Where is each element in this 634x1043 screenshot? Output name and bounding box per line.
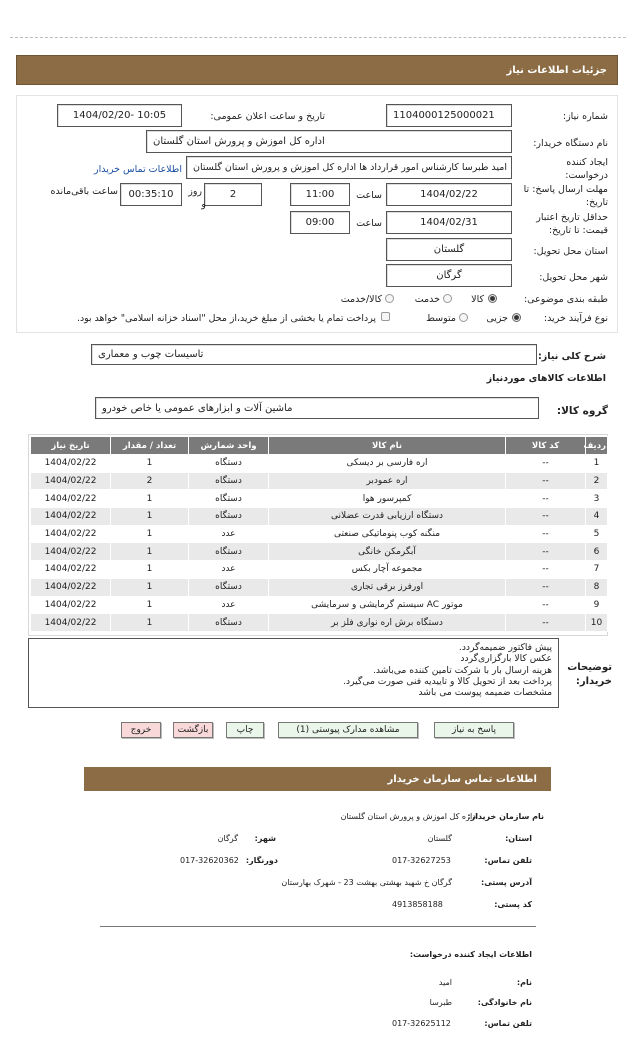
deadline-label-1: مهلت ارسال پاسخ: تا [523,184,608,195]
page-title: جزئیات اطلاعات نیاز [506,64,607,76]
creator-family-value: طبرسا [429,998,452,1007]
cell: موتور AC سیستم گرمایشی و سرمایشی [269,596,506,614]
cell: -- [506,472,586,490]
deadline-label-2: تاریخ: [585,197,608,208]
cell: منگنه کوب پنوماتیکی صنعتی [269,525,506,543]
note-line: مشخصات ضمیمه پیوست می باشد [418,687,552,699]
announce-field: 1404/02/20- 10:05 [57,104,182,127]
announce-label: تاریخ و ساعت اعلان عمومی: [210,111,325,122]
col-goods-code: کد کالا [506,437,586,455]
contact-city-label: شهر: [254,834,276,843]
validity-date-field: 1404/02/31 [386,211,512,234]
category-goods-label: کالا [471,294,484,305]
notes-label-2: خریدار: [575,676,612,687]
validity-time-label: ساعت [356,218,382,229]
purchase-minor-label: جزیی [486,313,508,324]
radio-empty-icon [385,294,394,303]
deadline-time-field: 11:00 [290,183,350,206]
buyer-notes-box [28,638,559,708]
cell: 5 [586,525,608,543]
cell: 1404/02/22 [31,490,111,508]
contact-address-label: آدرس پستی: [481,878,532,887]
category-radio-goods[interactable] [488,293,497,304]
summary-label: شرح کلی نیاز: [537,351,606,362]
cell: -- [506,455,586,473]
cell: 1 [111,578,189,596]
validity-label-2: قیمت: تا تاریخ: [548,225,608,236]
creator-name-value: امید [438,978,452,987]
days-label: روز [188,186,202,197]
cell: 1404/02/22 [31,578,111,596]
goods-info-title: اطلاعات کالاهای موردنیاز [486,373,606,384]
table-row [31,614,608,632]
cell: 1 [111,490,189,508]
contact-phone-label: تلفن تماس: [484,856,532,865]
col-need-date: تاریخ نیاز [31,437,111,455]
city-field: گرگان [386,264,512,287]
cell: 2 [111,472,189,490]
contact-org-value: اداره کل اموزش و پرورش استان گلستان [340,812,478,821]
validity-time-field: 09:00 [290,211,350,234]
province-field: گلستان [386,238,512,261]
page-header [16,55,618,85]
note-line: عکس کالا بارگزاری‌گردد [460,653,552,665]
cell: 8 [586,578,608,596]
cell: 1 [111,525,189,543]
cell: 1 [111,455,189,473]
time-remaining-label: ساعت باقی‌مانده [50,186,118,197]
contact-province-value: گلستان [427,834,452,843]
cell: 4 [586,508,608,526]
cell: -- [506,508,586,526]
days-remaining-field: 2 [204,183,262,206]
table-header-row [31,437,608,455]
cell: 1404/02/22 [31,543,111,561]
goods-group-label: گروه کالا: [556,405,608,417]
cell: دستگاه [189,490,269,508]
goods-table-wrapper [28,434,608,636]
notes-label-1: توضیحات [567,662,612,673]
table-row [31,472,608,490]
cell: مجموعه آچار بکس [269,561,506,579]
back-button[interactable]: بازگشت [173,722,213,738]
creator-name-label: نام: [516,978,532,987]
category-radio-service[interactable] [443,293,452,304]
cell: اره عمودبر [269,472,506,490]
cell: 1404/02/22 [31,525,111,543]
contact-divider [100,926,536,927]
contact-fax-value: 017-32620362 [180,856,239,865]
col-quantity: تعداد / مقدار [111,437,189,455]
print-button[interactable]: چاپ [226,722,264,738]
cell: آبگرمکن خانگی [269,543,506,561]
treasury-payment-note: پرداخت تمام یا بخشی از مبلغ خرید،از محل "اسناد خزانه اسلامی" خواهد بود. [77,313,376,324]
cell: دستگاه برش اره نواری فلز بر [269,614,506,632]
cell: عدد [189,561,269,579]
goods-group-field: ماشین آلات و ابزارهای عمومی یا خاص خودرو [95,397,539,419]
category-service-label: خدمت [414,294,440,305]
creator-family-label: نام خانوادگی: [477,998,532,1007]
buyer-org-label: نام دستگاه خریدار: [533,138,608,149]
cell: دستگاه [189,543,269,561]
cell: 1 [111,543,189,561]
contact-postal-value: 4913858188 [392,900,443,909]
contact-city-value: گرگان [217,834,238,843]
radio-empty-icon [459,313,468,322]
cell: دستگاه [189,578,269,596]
contact-fax-label: دورنگار: [245,856,278,865]
cell: دستگاه [189,614,269,632]
cell: 1 [111,614,189,632]
cell: -- [506,525,586,543]
and-label: و [201,199,206,210]
cell: 10 [586,614,608,632]
table-row [31,578,608,596]
cell: 1 [111,596,189,614]
purchase-radio-minor[interactable] [512,312,521,323]
validity-label-1: حداقل تاریخ اعتبار [536,212,608,223]
col-row-number: ردیف [586,437,608,455]
table-row [31,455,608,473]
cell: کمپرسور هوا [269,490,506,508]
time-remaining-field: 00:35:10 [120,183,182,206]
cell: 7 [586,561,608,579]
need-number-field: 1104000125000021 [386,104,512,127]
cell: -- [506,578,586,596]
cell: 2 [586,472,608,490]
table-row [31,543,608,561]
cell: دستگاه [189,472,269,490]
cell: دستگاه [189,508,269,526]
cell: دستگاه ارزیابی قدرت عضلانی [269,508,506,526]
exit-button[interactable]: خروج [121,722,161,738]
province-label: استان محل تحویل: [533,246,608,257]
contact-section-title: اطلاعات تماس سازمان خریدار [387,773,537,785]
radio-empty-icon [443,294,452,303]
radio-selected-icon [512,313,521,322]
cell: 1404/02/22 [31,614,111,632]
contact-phone-value: 017-32627253 [392,856,451,865]
cell: -- [506,561,586,579]
cell: 9 [586,596,608,614]
creator-field: امید طبرسا کارشناس امور قرارداد ها اداره کل اموزش و پرورش استان گلستان [186,156,512,179]
checkbox-icon [381,312,390,321]
cell: اورفرز برقی تجاری [269,578,506,596]
goods-table [30,436,608,632]
cell: دستگاه [189,455,269,473]
cell: -- [506,614,586,632]
radio-selected-icon [488,294,497,303]
cell: 1 [111,508,189,526]
note-line: هزینه ارسال بار با شرکت تامین کننده می‌باشد. [372,664,552,676]
city-label: شهر محل تحویل: [539,272,608,283]
note-line: پرداخت بعد از تحویل کالا و تاییدیه فنی صورت می‌گیرد. [343,675,552,687]
contact-org-label: نام سازمان خریدار: [467,812,544,821]
creator-label-1: ایجاد کننده [566,157,608,168]
contact-address-value: گرگان خ شهید بهشتی بهشت 23 - شهرک بهارستان [281,878,452,887]
treasury-payment-checkbox[interactable] [381,311,390,322]
cell: 1404/02/22 [31,596,111,614]
cell: -- [506,490,586,508]
table-row [31,490,608,508]
cell: 1 [586,455,608,473]
contact-section-header [84,767,551,791]
cell: 1404/02/22 [31,508,111,526]
buyer-org-field: اداره کل اموزش و پرورش استان گلستان [146,130,512,153]
table-row [31,525,608,543]
summary-field: تاسیسات چوب و معماری [91,344,537,365]
cell: 1 [111,561,189,579]
deadline-date-field: 1404/02/22 [386,183,512,206]
creator-phone-label: تلفن تماس: [484,1019,532,1028]
category-label: طبقه بندی موضوعی: [523,294,608,305]
table-row [31,508,608,526]
cell: 3 [586,490,608,508]
purchase-type-label: نوع فرآیند خرید: [543,313,608,324]
need-number-label: شماره نیاز: [562,111,608,122]
cell: عدد [189,596,269,614]
contact-postal-label: کد پستی: [494,900,532,909]
table-row [31,596,608,614]
cell: -- [506,543,586,561]
table-row [31,561,608,579]
category-both-label: کالا/خدمت [340,294,382,305]
col-goods-name: نام کالا [269,437,506,455]
purchase-medium-label: متوسط [426,313,456,324]
note-line: پیش فاکتور ضمیمه‌گردد. [458,642,552,653]
cell: اره فارسی بر دیسکی [269,455,506,473]
view-attachments-button[interactable]: مشاهده مدارک پیوستی (1) [278,722,418,738]
cell: -- [506,596,586,614]
col-unit: واحد شمارش [189,437,269,455]
cell: 1404/02/22 [31,561,111,579]
deadline-time-label: ساعت [356,190,382,201]
cell: 1404/02/22 [31,455,111,473]
purchase-radio-medium[interactable] [459,312,468,323]
buyer-contact-link[interactable]: اطلاعات تماس خریدار [93,164,182,175]
contact-province-label: استان: [505,834,532,843]
category-radio-both[interactable] [385,293,394,304]
reply-button[interactable]: پاسخ به نیاز [434,722,514,738]
creator-info-title: اطلاعات ایجاد کننده درخواست: [409,950,532,959]
creator-label-2: درخواست: [565,170,608,181]
creator-phone-value: 017-32625112 [392,1019,451,1028]
cell: 1404/02/22 [31,472,111,490]
cell: عدد [189,525,269,543]
top-divider [10,37,626,38]
cell: 6 [586,543,608,561]
